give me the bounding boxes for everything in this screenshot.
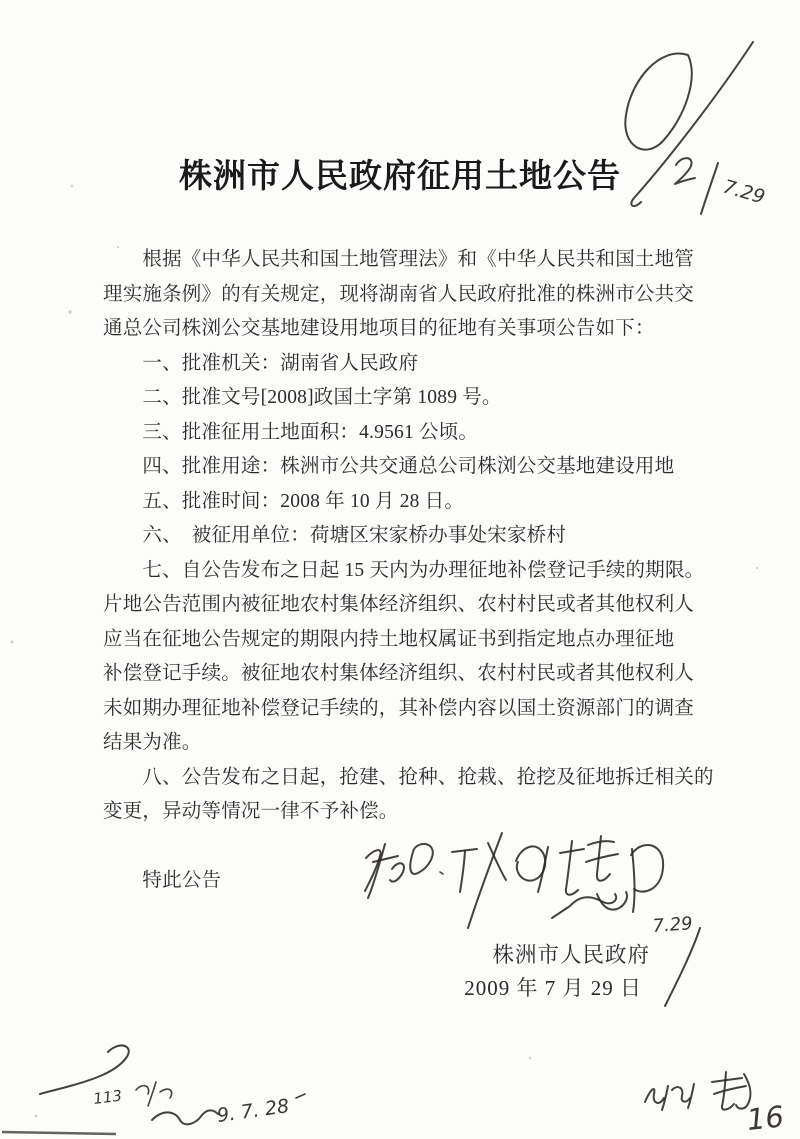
document-line: 应当在征地公告规定的期限内持土地权属证书到指定地点办理征地 bbox=[103, 628, 675, 650]
handwritten-date-top-right: 7.29 bbox=[720, 175, 768, 209]
document-line: 一、批准机关：湖南省人民政府 bbox=[103, 352, 419, 374]
document-line: 片地公告范围内被征地农村集体经济组织、农村村民或者其他权利人 bbox=[103, 594, 695, 615]
handwritten-date-bottom-left: 9. 7. 28 bbox=[215, 1095, 291, 1127]
document-line: 八、公告发布之日起，抢建、抢种、抢栽、抢挖及征地拆迁相关的 bbox=[103, 766, 714, 788]
issue-date: 2009 年 7 月 29 日 bbox=[464, 976, 642, 1000]
document-line: 二、批准文号[2008]政国土字第 1089 号。 bbox=[103, 387, 502, 408]
document-line: 三、批准征用土地面积：4.9561 公顷。 bbox=[103, 421, 479, 443]
document-line: 五、批准时间：2008 年 10 月 28 日。 bbox=[103, 490, 465, 512]
document-line: 七、自公告发布之日起 15 天内为办理征地补偿登记手续的期限。 bbox=[103, 559, 705, 581]
document-line: 结果为准。 bbox=[103, 732, 202, 753]
handwritten-date-middle: 7.29 bbox=[651, 913, 694, 937]
document-line: 理实施条例》的有关规定，现将湖南省人民政府批准的株洲市公共交 bbox=[103, 283, 695, 305]
document-line: 未如期办理征地补偿登记手续的，其补偿内容以国土资源部门的调查 bbox=[103, 697, 695, 719]
document-line bbox=[103, 830, 763, 865]
handwritten-note-bottom-left bbox=[40, 1045, 305, 1126]
scan-edge-artifact bbox=[2, 1132, 116, 1134]
issuer-name: 株洲市人民政府 bbox=[492, 943, 650, 967]
document-body bbox=[103, 243, 763, 899]
document-line: 四、批准用途：株洲市公共交通总公司株浏公交基地建设用地 bbox=[103, 456, 675, 477]
document-line: 变更，异动等情况一律不予补偿。 bbox=[103, 801, 399, 822]
document-title: 株洲市人民政府征用土地公告 bbox=[179, 159, 621, 195]
handwritten-page-number: 16 bbox=[745, 1099, 786, 1137]
handwritten-handler-signature bbox=[645, 1072, 785, 1137]
document-line: 补偿登记手续。被征地农村集体经济组织、农村村民或者其他权利人 bbox=[103, 663, 695, 684]
document-line: 根据《中华人民共和国土地管理法》和《中华人民共和国土地管 bbox=[103, 249, 695, 270]
handwritten-number-bottom-left: 113 bbox=[92, 1086, 123, 1108]
document-line: 特此公告 bbox=[103, 870, 222, 891]
document-line: 通总公司株浏公交基地建设用地项目的征地有关事项公告如下： bbox=[103, 318, 655, 339]
document-line: 六、 被征用单位：荷塘区宋家桥办事处宋家桥村 bbox=[103, 525, 567, 546]
